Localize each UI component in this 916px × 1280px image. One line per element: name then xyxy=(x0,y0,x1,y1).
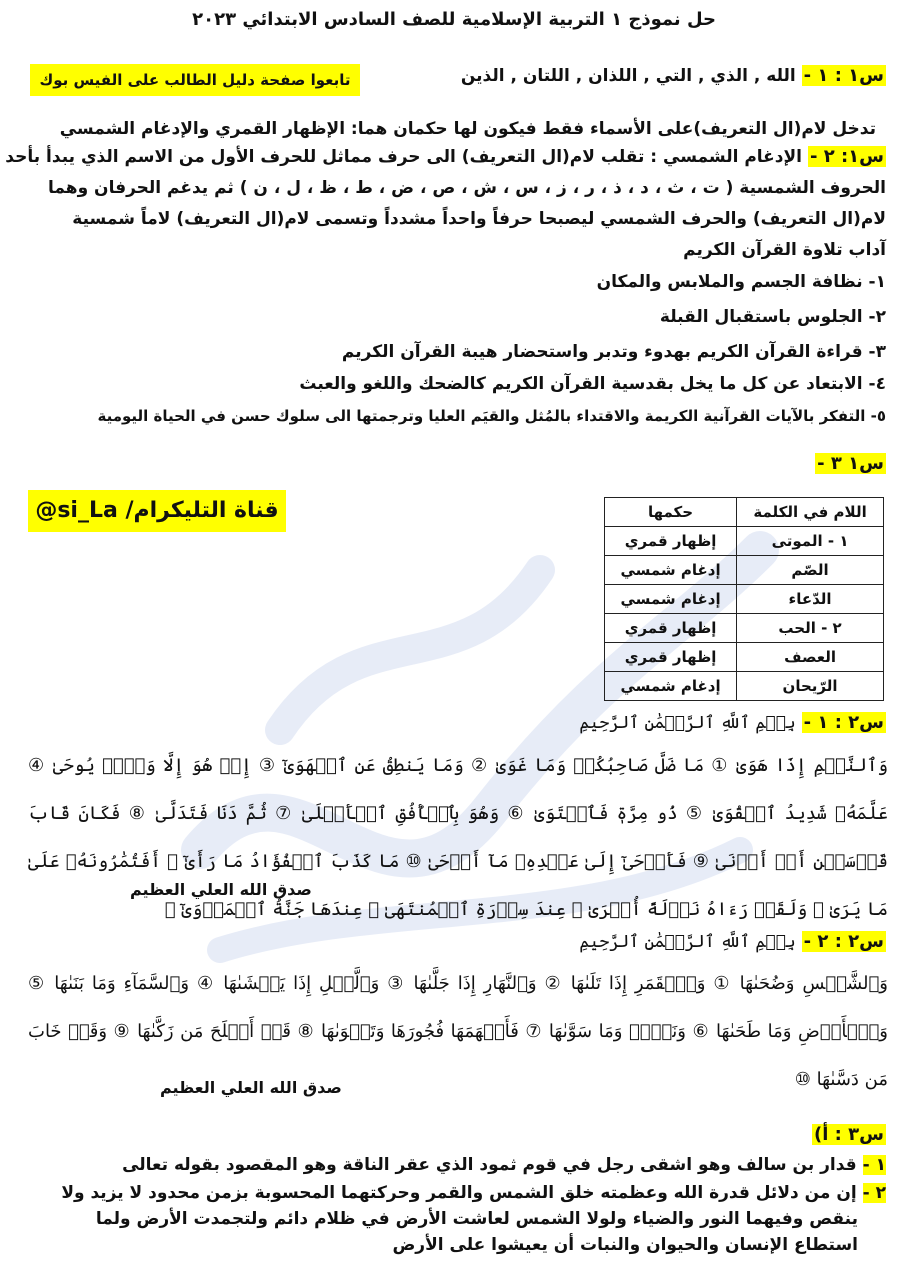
table-header-row xyxy=(605,498,884,527)
q2-1-label: س٢ : ١ - xyxy=(803,712,884,733)
q3-item-2-text-2: ينقص وفيهما النور والضياء ولولا الشمس لعاشت الأرض في ظلام دائم ولتجمدت الأرض ولما xyxy=(95,1209,858,1229)
q1-2-text-2: الحروف الشمسية ( ت ، ث ، د ، ذ ، ر ، ز ، س ، ش ، ص ، ض ، ط ، ظ ، ل ، ن ) ثم يدغم الحرفان وهما xyxy=(48,178,886,198)
table-row xyxy=(605,585,884,614)
q2-2-line xyxy=(579,927,886,957)
lam-rules-table xyxy=(604,497,884,701)
word-cell: ٢ - الحب xyxy=(737,614,884,643)
q1-1-label: س١ : ١ - xyxy=(803,65,884,86)
q2-1-line xyxy=(579,708,886,738)
adab-item-1: ١- نظافة الجسم والملابس والمكان xyxy=(596,272,886,292)
telegram-banner: قناة التليكرام/ si_La@ xyxy=(28,490,286,532)
table-row xyxy=(605,614,884,643)
table-row xyxy=(605,643,884,672)
q1-1-answer: الله , الذي , التي , اللذان , اللتان , الذين xyxy=(460,66,796,86)
q1-intro: تدخل لام(ال التعريف)على الأسماء فقط فيكون لها حكمان هما: الإظهار القمري والإدغام الشمسي xyxy=(59,119,876,139)
word-cell: الصّم xyxy=(737,556,884,585)
rule-cell: إدغام شمسي xyxy=(605,585,737,614)
word-cell: ١ - الموتى xyxy=(737,527,884,556)
adab-item-5: ٥- التفكر بالآيات القرآنية الكريمة والاقتداء بالمُثل والقيَم العليا وترجمتها الى سلوك حسن في الحياة اليومية xyxy=(97,407,886,425)
adab-title: آداب تلاوة القرآن الكريم xyxy=(683,240,886,260)
adab-item-2: ٢- الجلوس باستقبال القبلة xyxy=(659,307,886,327)
adab-item-4: ٤- الابتعاد عن كل ما يخل بقدسية القرآن الكريم كالضحك واللغو والعبث xyxy=(299,374,886,394)
rule-cell: إدغام شمسي xyxy=(605,672,737,701)
table-row xyxy=(605,672,884,701)
q3-line xyxy=(812,1123,886,1147)
q3-item-2-line1 xyxy=(61,1181,886,1205)
sadaq-2: صدق الله العلي العظيم xyxy=(160,1078,342,1097)
q3-item-2-text-1: إن من دلائل قدرة الله وعظمته خلق الشمس والقمر وحركتهما المحسوبة بزمن محدود لا يزيد ولا xyxy=(61,1183,857,1203)
q3-marker-1: ١ - xyxy=(862,1155,886,1175)
header-hukm: حكمها xyxy=(605,498,737,527)
rule-cell: إدغام شمسي xyxy=(605,556,737,585)
table-row xyxy=(605,527,884,556)
surat-shams-text: وَٱلشَّمۡسِ وَضُحَىٰهَا ① وَٱلۡقَمَرِ إِذَا تَلَىٰهَا ② وَٱلنَّهَارِ إِذَا جَلَّىٰهَا ③ وَٱلَّيۡلِ إِذَا يَغۡشَىٰهَا ④ وَٱلسَّمَآءِ وَمَا بَنَىٰهَا ⑤ وَٱلۡأَرۡضِ وَمَا طَحَىٰهَا ⑥ وَنَفۡسٖ وَمَا سَوَّىٰهَا ⑦ فَأَلۡهَمَهَا فُجُورَهَا وَتَقۡوَىٰهَا ⑧ قَدۡ أَفۡلَحَ مَن زَكَّىٰهَا ⑨ وَقَدۡ خَابَ مَن دَسَّىٰهَا ⑩ xyxy=(28,973,888,1090)
q3-item-1-text: قدار بن سالف وهو اشقى رجل في قوم ثمود الذي عقر الناقة وهو المقصود بقوله تعالى xyxy=(122,1155,857,1175)
q3-label: س٣ : أ) xyxy=(814,1124,884,1145)
basmala-2: بِسۡمِ ٱللَّهِ ٱلرَّحۡمَٰنِ ٱلرَّحِيمِ xyxy=(579,932,796,952)
q1-2-label: س١: ٢ - xyxy=(809,146,884,167)
facebook-banner: تابعوا صفحة دليل الطالب على الفيس بوك xyxy=(30,64,360,96)
q1-3-label: س١ ٣ - xyxy=(817,453,884,474)
q3-marker-2: ٢ - xyxy=(862,1183,886,1203)
rule-cell: إظهار قمري xyxy=(605,643,737,672)
q3-item-2-text-3: استطاع الإنسان والحيوان والنبات أن يعيشوا على الأرض xyxy=(392,1235,858,1255)
sadaq-1: صدق الله العلي العظيم xyxy=(130,880,312,899)
q1-2-text-3: لام(ال التعريف) والحرف الشمسي ليصبحا حرفاً واحداً مشدداً وتسمى لام(ال التعريف) لاماً شمسية xyxy=(72,209,886,229)
word-cell: الرّيحان xyxy=(737,672,884,701)
q3-item-1 xyxy=(122,1153,886,1177)
basmala-1: بِسۡمِ ٱللَّهِ ٱلرَّحۡمَٰنِ ٱلرَّحِيمِ xyxy=(579,713,796,733)
surat-najm-text: وَٱلنَّجۡمِ إِذَا هَوَىٰ ① مَا ضَلَّ صَاحِبُكُمۡ وَمَا غَوَىٰ ② وَمَا يَنطِقُ عَنِ ٱلۡهَوَىٰٓ ③ إِنۡ هُوَ إِلَّا وَحۡيٞ يُوحَىٰ ④ عَلَّمَهُۥ شَدِيدُ ٱلۡقُوَىٰ ⑤ ذُو مِرَّةٖ فَٱسۡتَوَىٰ ⑥ وَهُوَ بِٱلۡأُفُقِ ٱلۡأَعۡلَىٰ ⑦ ثُمَّ دَنَا فَتَدَلَّىٰ ⑧ فَكَانَ قَابَ قَوۡسَيۡنِ أَوۡ أَدۡنَىٰ ⑨ فَأَوۡحَىٰٓ إِلَىٰ عَبۡدِهِۦ مَآ أَوۡحَىٰ ⑩ مَا كَذَبَ ٱلۡفُؤَادُ مَا رَأَىٰٓ ⑪ أَفَتُمَٰرُونَهُۥ عَلَىٰ مَا يَرَىٰ ⑫ وَلَقَدۡ رَءَاهُ نَزۡلَةً أُخۡرَىٰ ⑬ عِندَ سِدۡرَةِ ٱلۡمُنتَهَىٰ ⑭ عِندَهَا جَنَّةُ ٱلۡمَأۡوَىٰٓ ⑮ xyxy=(28,755,888,920)
q1-3-line xyxy=(815,452,886,476)
q2-2-label: س٢ : ٢ - xyxy=(803,931,884,952)
q1-2-line1 xyxy=(5,145,886,169)
header-lam: اللام في الكلمة xyxy=(737,498,884,527)
q1-1-line xyxy=(461,64,886,88)
q1-2-text-1: الإدغام الشمسي : تقلب لام(ال التعريف) الى حرف مماثل للحرف الأول من الاسم الذي يبدأ بأحد xyxy=(5,147,803,167)
rule-cell: إظهار قمري xyxy=(605,614,737,643)
word-cell: الدّعاء xyxy=(737,585,884,614)
word-cell: العصف xyxy=(737,643,884,672)
page-title: حل نموذج ١ التربية الإسلامية للصف السادس الابتدائي ٢٠٢٣ xyxy=(192,9,716,30)
adab-item-3: ٣- قراءة القرآن الكريم بهدوء وتدبر واستحضار هيبة القرآن الكريم xyxy=(341,342,886,362)
rule-cell: إظهار قمري xyxy=(605,527,737,556)
table-row xyxy=(605,556,884,585)
